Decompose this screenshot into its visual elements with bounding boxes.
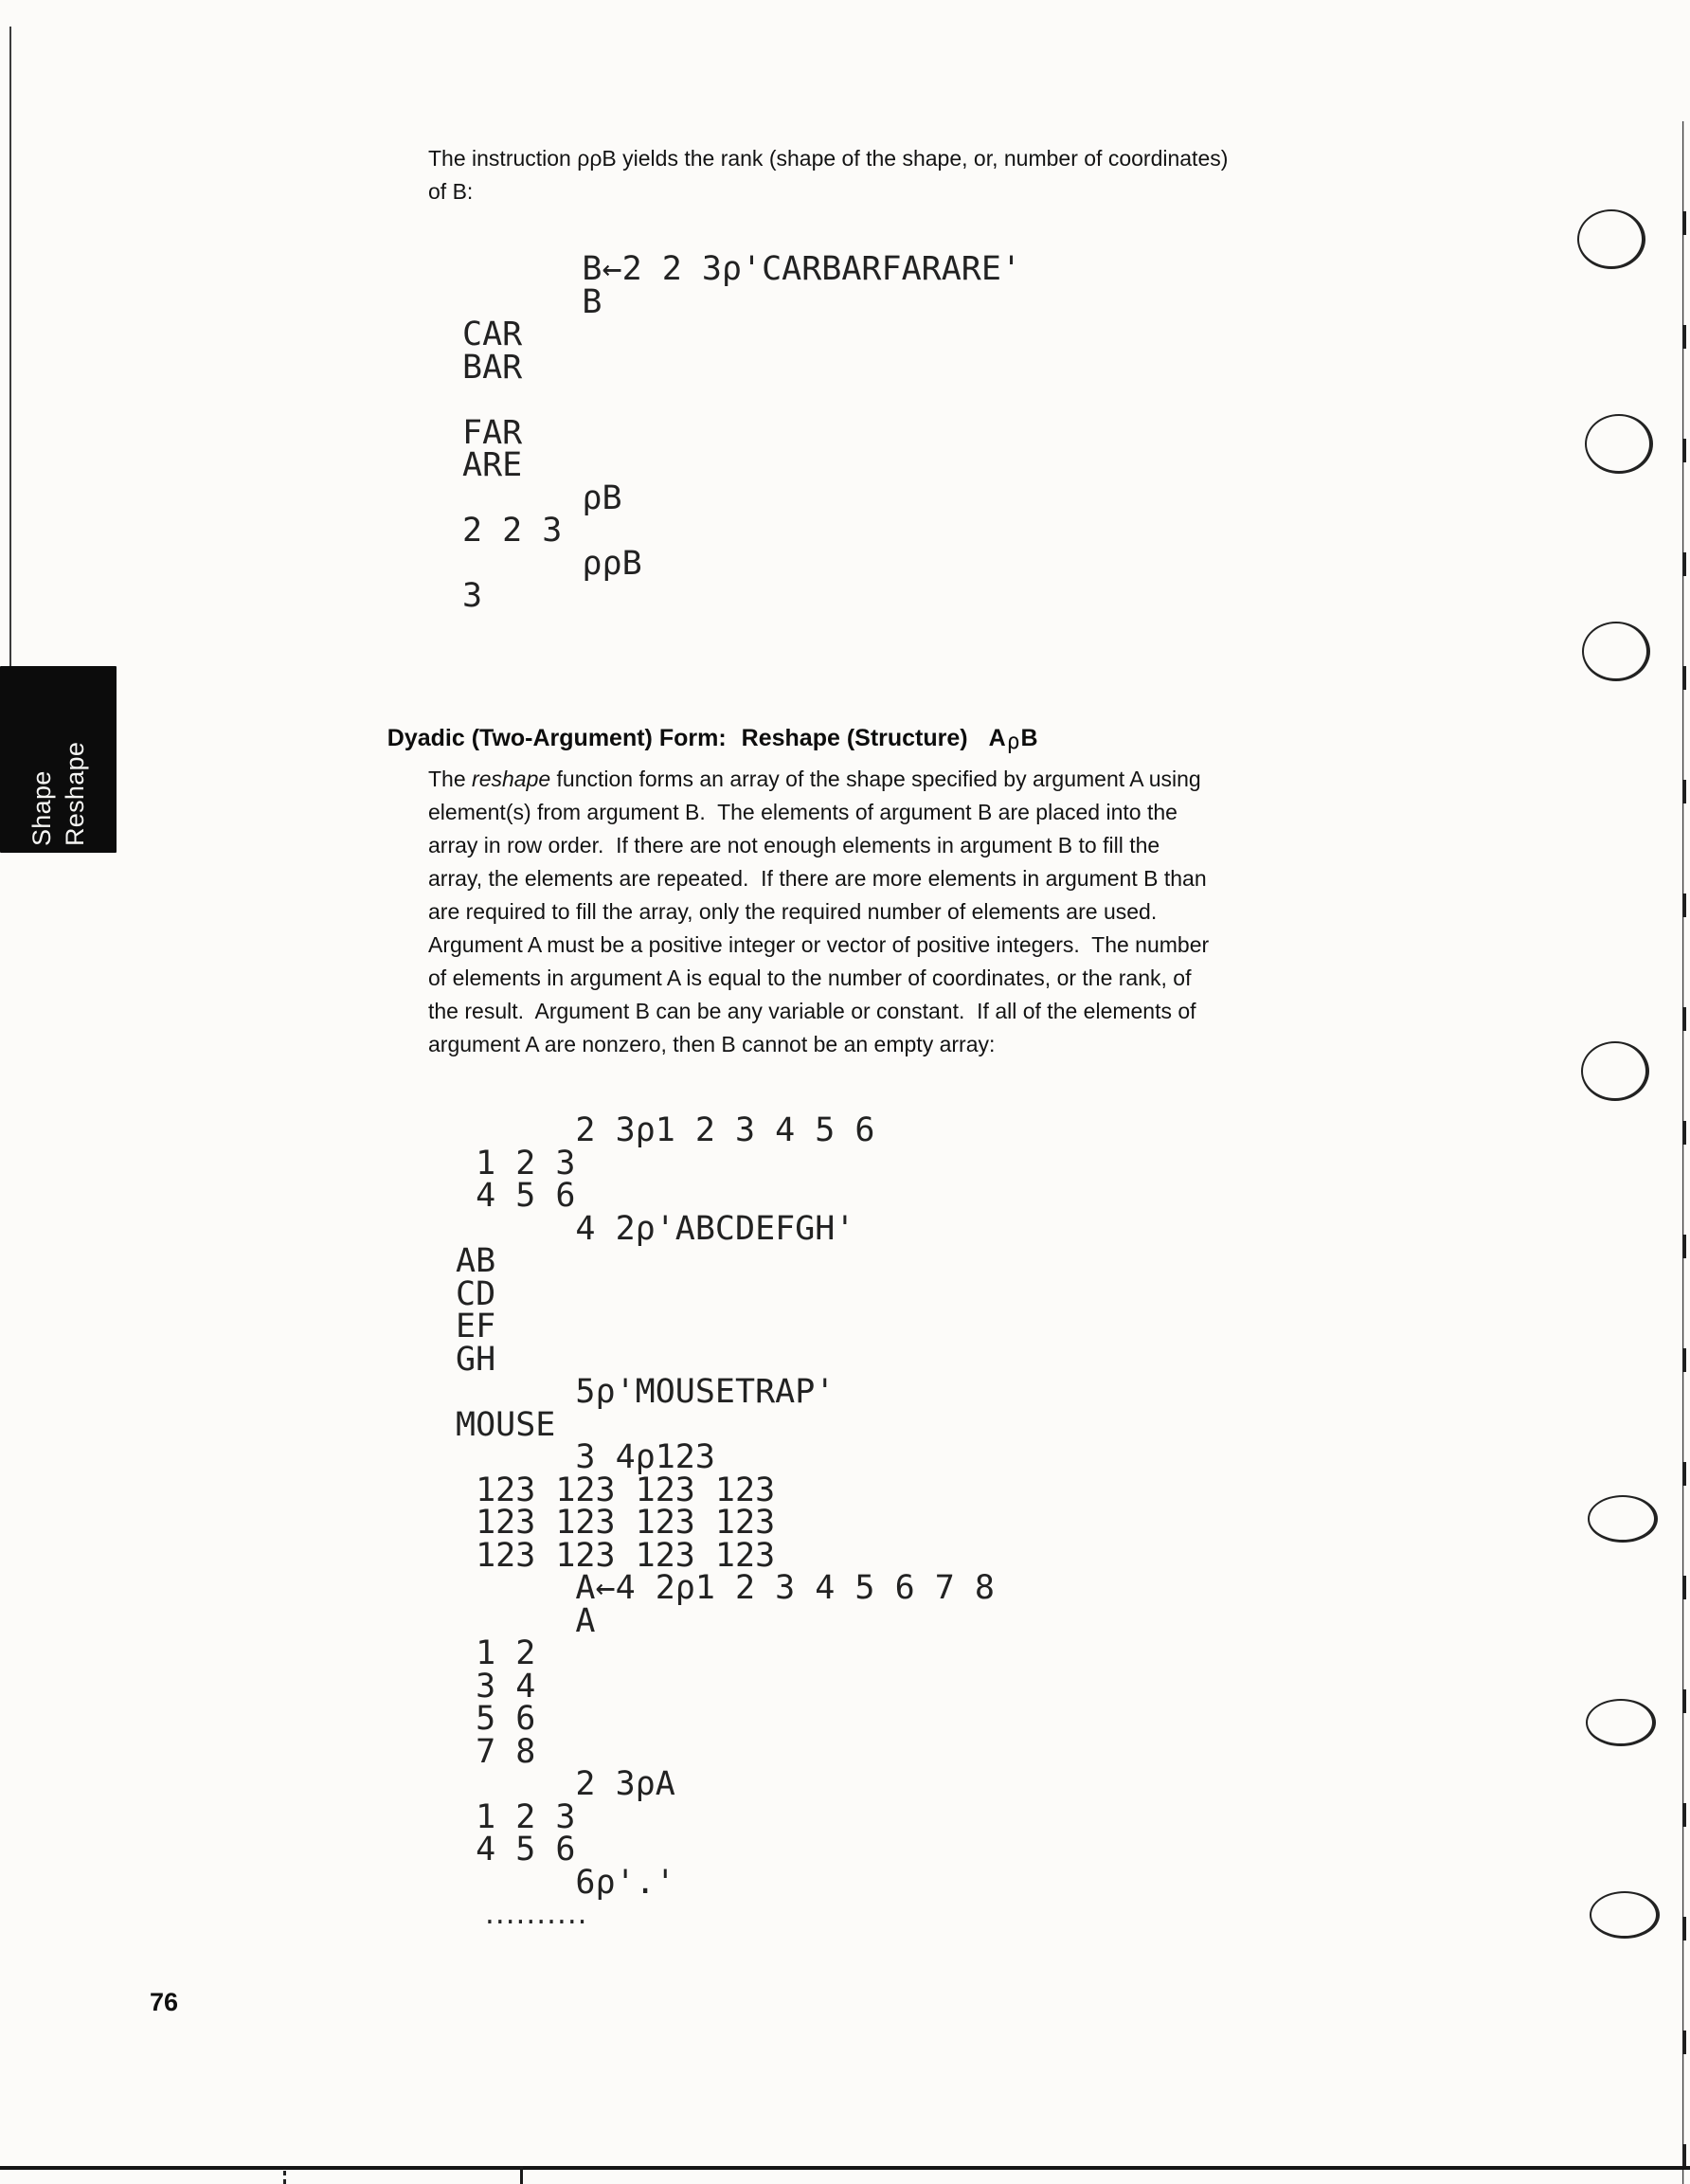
formula-a: A (988, 725, 1006, 751)
binder-hole (1582, 622, 1650, 681)
intro-paragraph (428, 142, 1228, 208)
apl-line: 3 4 (456, 1667, 536, 1706)
bottom-tick-dashed (283, 2171, 286, 2184)
apl-output-dots: .......... (485, 1897, 588, 1931)
apl-session-1 (462, 250, 1022, 615)
apl-line: 5ρ'MOUSETRAP' (456, 1373, 836, 1411)
apl-session-2 (456, 1111, 995, 1902)
heading-title: Reshape (Structure) (741, 725, 968, 751)
line1-italic-word: reshape (472, 767, 551, 791)
apl-line: ARE (462, 446, 523, 484)
binder-hole (1585, 414, 1653, 474)
apl-line: 4 5 6 (456, 1177, 576, 1215)
formula-rho-symbol: ρ (1006, 730, 1020, 754)
apl-line: 5 6 (456, 1700, 536, 1738)
page-edge-line-bottom (0, 2166, 1690, 2170)
apl-line: 123 123 123 123 (456, 1536, 776, 1575)
reshape-paragraph (428, 763, 1209, 1061)
text-line (428, 763, 1209, 796)
text-line: of elements in argument A is equal to the number of coordinates, or the rank, of (428, 966, 1192, 990)
apl-line: 123 123 123 123 (456, 1471, 776, 1509)
apl-line: A←4 2ρ1 2 3 4 5 6 7 8 (456, 1569, 995, 1607)
apl-line: GH (456, 1340, 496, 1379)
section-tab-label (26, 740, 92, 846)
text-line: array, the elements are repeated. If there are more elements in argument B than (428, 866, 1207, 891)
apl-line: 1 2 (456, 1634, 536, 1672)
apl-line (462, 384, 1021, 417)
page-edge-line-right (1682, 121, 1686, 2184)
apl-line: CAR (462, 316, 523, 353)
apl-line: BAR (462, 348, 523, 387)
heading-label: Dyadic (Two-Argument) Form: (387, 725, 727, 751)
line1-pre: The (428, 767, 473, 791)
apl-line: 4 5 6 (456, 1831, 576, 1868)
apl-line: 1 2 3 (456, 1797, 576, 1836)
apl-line: B (462, 282, 602, 321)
tab-label-reshape: Reshape (61, 741, 89, 846)
text-line: of B: (428, 179, 474, 204)
apl-line: 2 2 3 (462, 512, 563, 550)
page-edge-line-left (9, 27, 11, 667)
heading-formula (988, 725, 1038, 754)
apl-line: 6ρ'.' (456, 1863, 675, 1902)
tab-label-shape: Shape (27, 770, 56, 846)
binder-hole (1588, 1495, 1658, 1543)
binder-hole (1590, 1891, 1660, 1939)
page-number: 76 (150, 1988, 179, 2016)
binder-hole (1581, 1041, 1649, 1101)
apl-line: A (456, 1601, 596, 1640)
text-line: argument A are nonzero, then B cannot be an empty array: (428, 1032, 996, 1056)
formula-b: B (1020, 725, 1038, 751)
text-line: Argument A must be a positive integer or vector of positive integers. The number (428, 932, 1210, 957)
apl-line: ρB (462, 478, 622, 517)
apl-line: 7 8 (456, 1732, 536, 1771)
apl-line: MOUSE (456, 1405, 556, 1444)
paragraph-lines (428, 796, 1209, 1061)
apl-line: 2 3ρA (456, 1765, 675, 1803)
apl-line: 4 2ρ'ABCDEFGH' (456, 1209, 855, 1248)
apl-line: FAR (462, 413, 523, 452)
binder-hole (1577, 209, 1645, 269)
apl-line: 3 (462, 577, 483, 615)
binder-hole (1586, 1699, 1656, 1746)
apl-line: 123 123 123 123 (456, 1504, 776, 1542)
apl-line: AB (456, 1242, 496, 1280)
apl-line: 1 2 3 (456, 1144, 576, 1182)
line1-post: function forms an array of the shape specified by argument A using (550, 767, 1201, 791)
text-line: array in row order. If there are not enough elements in argument B to fill the (428, 833, 1160, 857)
apl-line: CD (456, 1274, 496, 1313)
text-line: element(s) from argument B. The elements of argument B are placed into the (428, 800, 1178, 824)
bottom-tick-solid (520, 2166, 523, 2184)
text-line: the result. Argument B can be any variable or constant. If all of the elements of (428, 999, 1196, 1023)
apl-line: 3 4ρ123 (456, 1438, 715, 1476)
apl-line: EF (456, 1308, 496, 1345)
text-line: are required to fill the array, only the required number of elements are used. (428, 899, 1158, 924)
apl-line: B←2 2 3ρ'CARBARFARARE' (462, 250, 1022, 288)
apl-line: 2 3ρ1 2 3 4 5 6 (456, 1111, 875, 1149)
apl-line: ρρB (462, 544, 642, 583)
text-line: The instruction ρρB yields the rank (shape of the shape, or, number of coordinates) (428, 146, 1229, 171)
